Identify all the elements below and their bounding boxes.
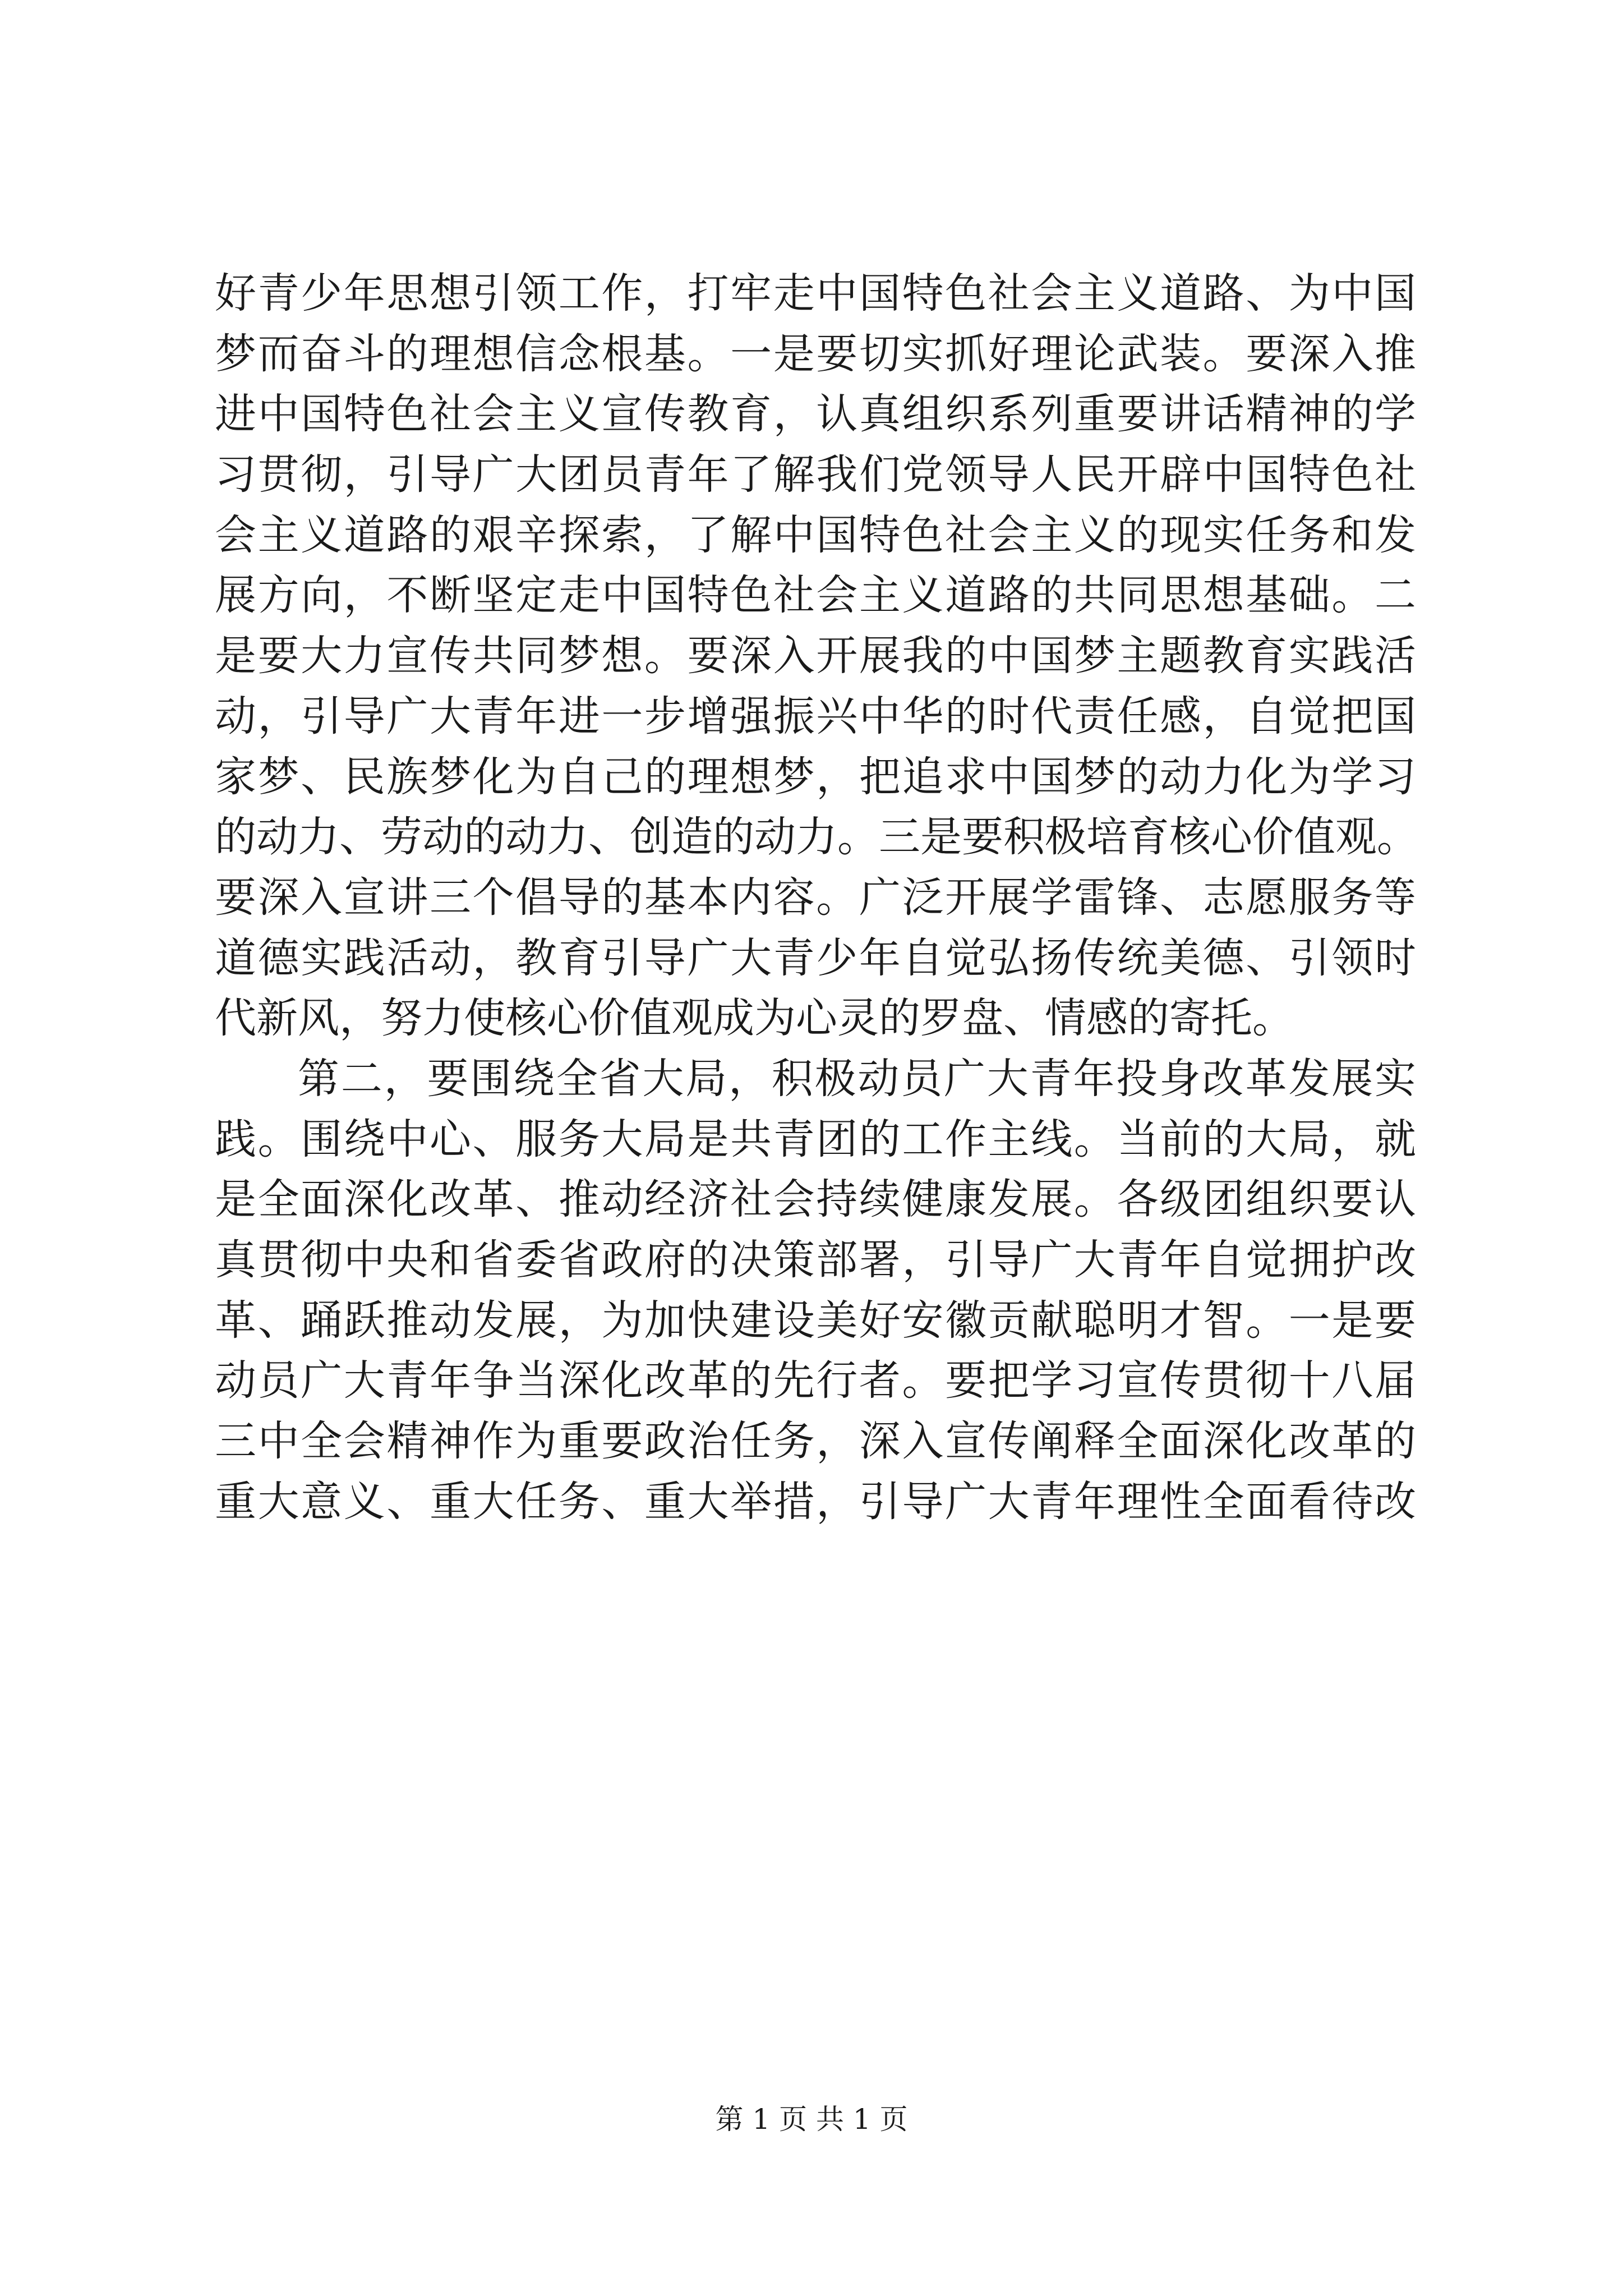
text-line: 重大意义、重大任务、重大举措，引导广大青年理性全面看待改: [215, 1477, 1416, 1526]
text-line: 展方向，不断坚定走中国特色社会主义道路的共同思想基础。二: [215, 571, 1416, 620]
text-line: 三中全会精神作为重要政治任务，深入宣传阐释全面深化改革的: [215, 1417, 1416, 1466]
page-footer: [0, 2097, 1623, 2137]
paragraph-2: [215, 1049, 1416, 1533]
text-line: 习贯彻，引导广大团员青年了解我们党领导人民开辟中国特色社: [215, 450, 1416, 499]
text-line: 第二，要围绕全省大局，积极动员广大青年投身改革发展实: [298, 1054, 1416, 1103]
text-line: 进中国特色社会主义宣传教育，认真组织系列重要讲话精神的学: [215, 390, 1416, 439]
text-line: 真贯彻中央和省委省政府的决策部署，引导广大青年自觉拥护改: [215, 1236, 1416, 1284]
paragraph-1: [215, 264, 1416, 1049]
text-line: 好青少年思想引领工作，打牢走中国特色社会主义道路、为中国: [215, 269, 1416, 318]
text-line: 动，引导广大青年进一步增强振兴中华的时代责任感，自觉把国: [215, 692, 1416, 740]
text-line: 的动力、劳动的动力、创造的动力。三是要积极培育核心价值观。: [215, 813, 1418, 862]
text-line: 道德实践活动，教育引导广大青少年自觉弘扬传统美德、引领时: [215, 933, 1416, 982]
text-line: 会主义道路的艰辛探索，了解中国特色社会主义的现实任务和发: [215, 510, 1416, 559]
text-line: 梦而奋斗的理想信念根基。一是要切实抓好理论武装。要深入推: [215, 329, 1416, 378]
text-line: 家梦、民族梦化为自己的理想梦，把追求中国梦的动力化为学习: [215, 752, 1416, 801]
text-line: 践。围绕中心、服务大局是共青团的工作主线。当前的大局，就: [215, 1115, 1416, 1163]
text-line: 代新风，努力使核心价值观成为心灵的罗盘、情感的寄托。: [215, 994, 1294, 1043]
text-line: 要深入宣讲三个倡导的基本内容。广泛开展学雷锋、志愿服务等: [215, 873, 1416, 922]
document-body: [215, 264, 1416, 1532]
text-line: 动员广大青年争当深化改革的先行者。要把学习宣传贯彻十八届: [215, 1356, 1416, 1405]
text-line: 是要大力宣传共同梦想。要深入开展我的中国梦主题教育实践活: [215, 632, 1416, 680]
page-number-label: 第 1 页 共 1 页: [715, 2103, 908, 2136]
text-line: 是全面深化改革、推动经济社会持续健康发展。各级团组织要认: [215, 1175, 1416, 1224]
text-line: 革、踊跃推动发展，为加快建设美好安徽贡献聪明才智。一是要: [215, 1296, 1416, 1345]
